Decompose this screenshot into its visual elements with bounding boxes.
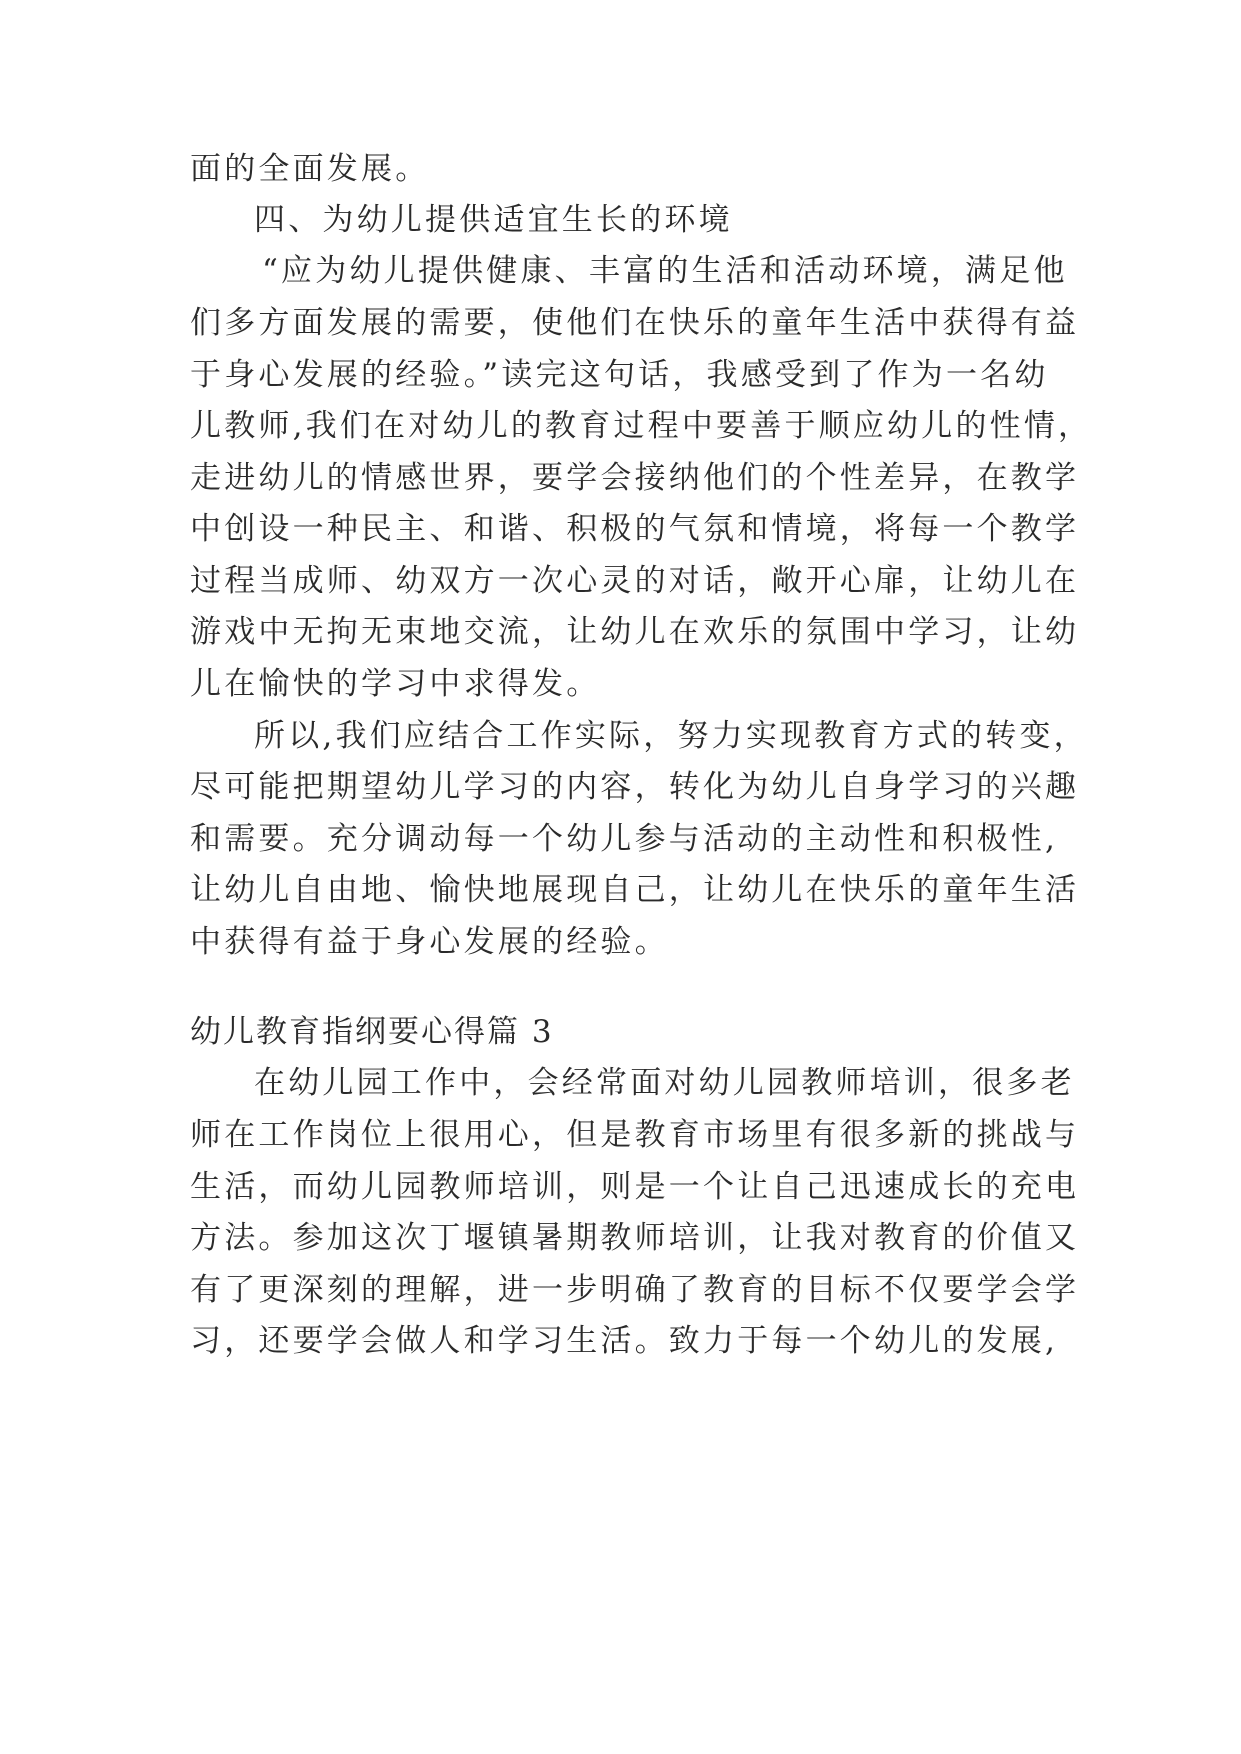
section-title: 幼儿教育指纲要心得篇 3	[190, 1014, 554, 1050]
paragraph-line: 儿在愉快的学习中求得发。	[190, 666, 601, 702]
paragraph-line: “应为幼儿提供健康、丰富的生活和活动环境，满足他	[262, 253, 1068, 289]
paragraph-line: 中创设一种民主、和谐、积极的气氛和情境，将每一个教学	[190, 511, 1080, 547]
paragraph-line: 于身心发展的经验。”读完这句话，我感受到了作为一名幼	[190, 357, 1049, 393]
paragraph-line: 儿教师,我们在对幼儿的教育过程中要善于顺应幼儿的性情，	[190, 408, 1093, 444]
section-heading: 四、为幼儿提供适宜生长的环境	[254, 202, 733, 238]
paragraph-line: 过程当成师、幼双方一次心灵的对话，敞开心扉，让幼儿在	[190, 563, 1080, 599]
paragraph-line: 中获得有益于身心发展的经验。	[190, 924, 669, 960]
paragraph-line: 和需要。充分调动每一个幼儿参与活动的主动性和积极性,	[190, 821, 1059, 857]
paragraph-line: 游戏中无拘无束地交流，让幼儿在欢乐的氛围中学习，让幼	[190, 614, 1080, 650]
paragraph-line: 在幼儿园工作中，会经常面对幼儿园教师培训，很多老	[254, 1065, 1075, 1101]
paragraph-line: 师在工作岗位上很用心，但是教育市场里有很多新的挑战与	[190, 1117, 1080, 1153]
paragraph-line: 们多方面发展的需要，使他们在快乐的童年生活中获得有益	[190, 305, 1080, 341]
paragraph-line: 让幼儿自由地、愉快地展现自己，让幼儿在快乐的童年生活	[190, 872, 1080, 908]
paragraph-line: 所以,我们应结合工作实际，努力实现教育方式的转变，	[254, 718, 1088, 754]
paragraph-line: 习，还要学会做人和学习生活。致力于每一个幼儿的发展,	[190, 1323, 1059, 1359]
paragraph-line: 方法。参加这次丁堰镇暑期教师培训，让我对教育的价值又	[190, 1220, 1080, 1256]
paragraph-line: 走进幼儿的情感世界，要学会接纳他们的个性差异，在教学	[190, 460, 1080, 496]
paragraph-line: 生活，而幼儿园教师培训，则是一个让自己迅速成长的充电	[190, 1169, 1080, 1205]
paragraph-line: 有了更深刻的理解，进一步明确了教育的目标不仅要学会学	[190, 1272, 1080, 1308]
paragraph-line: 面的全面发展。	[190, 151, 430, 187]
paragraph-line: 尽可能把期望幼儿学习的内容，转化为幼儿自身学习的兴趣	[190, 769, 1080, 805]
